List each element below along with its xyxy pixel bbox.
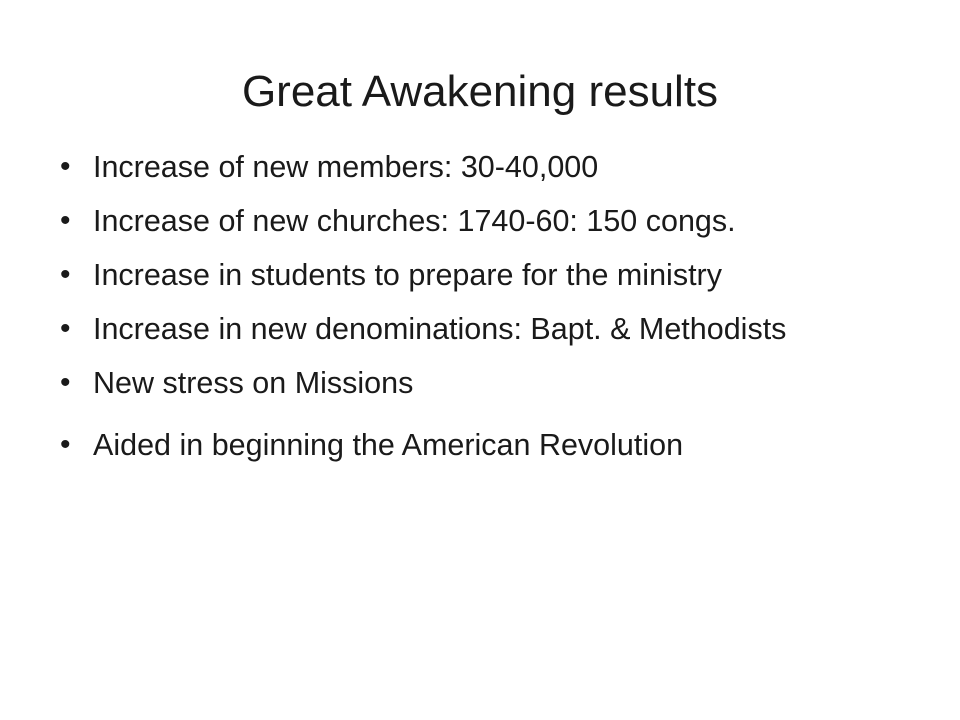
bullet-item	[56, 202, 896, 240]
bullet-list	[56, 148, 896, 480]
bullet-text: Aided in beginning the American Revolution	[93, 428, 684, 462]
bullet-icon: •	[60, 258, 71, 291]
bullet-icon: •	[60, 428, 71, 461]
bullet-text: New stress on Missions	[93, 366, 414, 400]
bullet-item	[56, 426, 896, 464]
bullet-item	[56, 148, 896, 186]
bullet-text: Increase in students to prepare for the ministry	[93, 258, 722, 292]
bullet-item	[56, 364, 896, 402]
bullet-icon: •	[60, 366, 71, 399]
bullet-item	[56, 256, 896, 294]
bullet-item	[56, 310, 896, 348]
slide-title: Great Awakening results	[241, 67, 719, 116]
bullet-text: Increase of new churches: 1740-60: 150 congs.	[93, 204, 736, 238]
bullet-icon: •	[60, 150, 71, 183]
bullet-icon: •	[60, 204, 71, 237]
bullet-icon: •	[60, 312, 71, 345]
bullet-text: Increase of new members: 30-40,000	[93, 150, 599, 184]
bullet-text: Increase in new denominations: Bapt. & Methodists	[93, 312, 787, 346]
